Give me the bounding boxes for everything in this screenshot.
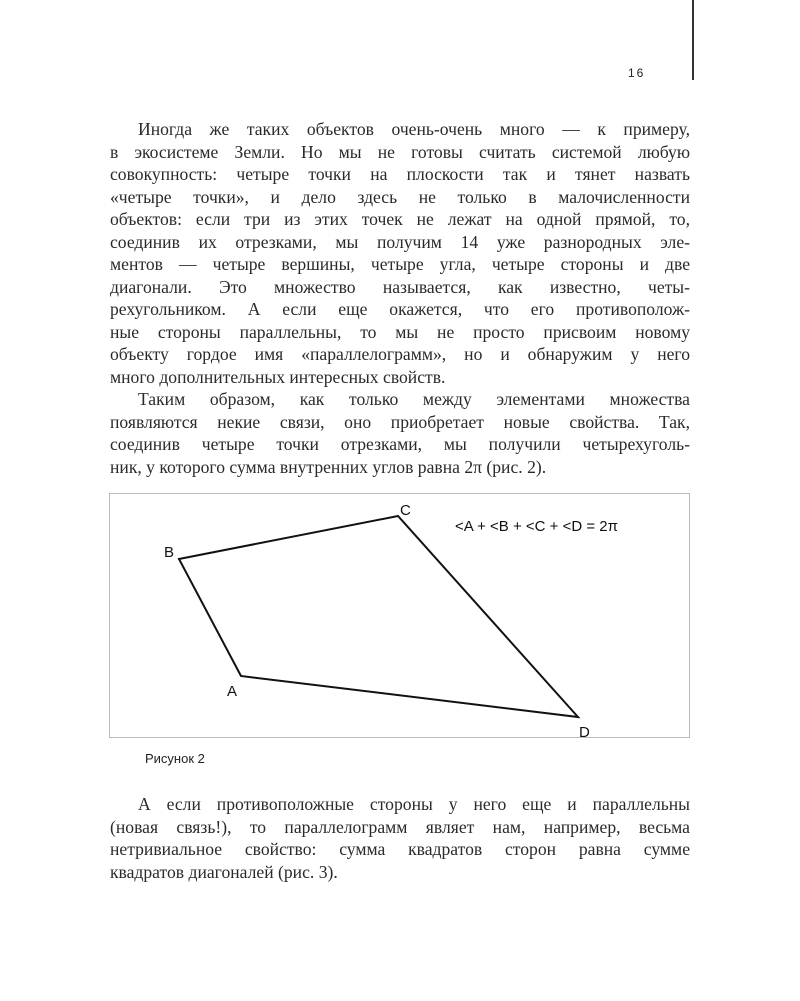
text-line: в экосистеме Земли. Но мы не готовы считать системой любую xyxy=(110,141,690,162)
figure-2 xyxy=(109,493,690,741)
text-line: ные стороны параллельны, то мы не просто присвоим новому xyxy=(110,321,690,342)
vertex-label-b: B xyxy=(164,544,175,561)
figure-caption: Рисунок 2 xyxy=(145,751,205,766)
text-line: нетривиальное свойство: сумма квадратов сторон равна сумме xyxy=(110,839,690,859)
text-line: ментов — четыре вершины, четыре угла, четыре стороны и две xyxy=(110,254,690,274)
text-line: Иногда же таких объектов очень-очень много — к примеру, xyxy=(138,119,690,139)
quadrilateral-abcd xyxy=(179,516,578,717)
page-number: 16 xyxy=(628,66,646,80)
text-line: «четыре точки», и дело здесь не только в малочисленности xyxy=(110,186,690,207)
text-line: появляются некие связи, оно приобретает новые свойства. Так, xyxy=(110,411,690,432)
paragraph-3 xyxy=(110,793,690,883)
text-line: А если противоположные стороны у него еще и параллельны xyxy=(138,794,690,814)
vertex-label-a: A xyxy=(227,683,238,700)
text-line: рехугольником. А если еще окажется, что его противополож- xyxy=(110,299,690,319)
text-line: объектов: если три из этих точек не лежат на одной прямой, то, xyxy=(110,209,690,229)
text-line: совокупность: четыре точки на плоскости так и тянет назвать xyxy=(110,164,690,184)
text-line: (новая связь!), то параллелограмм являет нам, например, весьма xyxy=(110,816,690,837)
vertex-label-d: D xyxy=(579,724,590,741)
text-line: Таким образом, как только между элементами множества xyxy=(138,389,690,409)
angle-sum-formula: <A + <B + <C + <D = 2π xyxy=(455,518,618,535)
text-line: диагонали. Это множество называется, как известно, четы- xyxy=(110,276,690,297)
text-line: соединив их отрезками, мы получим 14 уже разнородных эле- xyxy=(110,231,690,252)
vertex-label-c: C xyxy=(400,502,411,519)
text-line: много дополнительных интересных свойств. xyxy=(110,366,446,387)
text-line: ник, у которого сумма внутренних углов равна 2π (рис. 2). xyxy=(110,456,547,477)
text-line: квадратов диагоналей (рис. 3). xyxy=(110,861,338,882)
text-line: объекту гордое имя «параллелограмм», но и обнаружим у него xyxy=(110,344,690,364)
text-line: соединив четыре точки отрезками, мы получили четырехуголь- xyxy=(110,434,690,454)
